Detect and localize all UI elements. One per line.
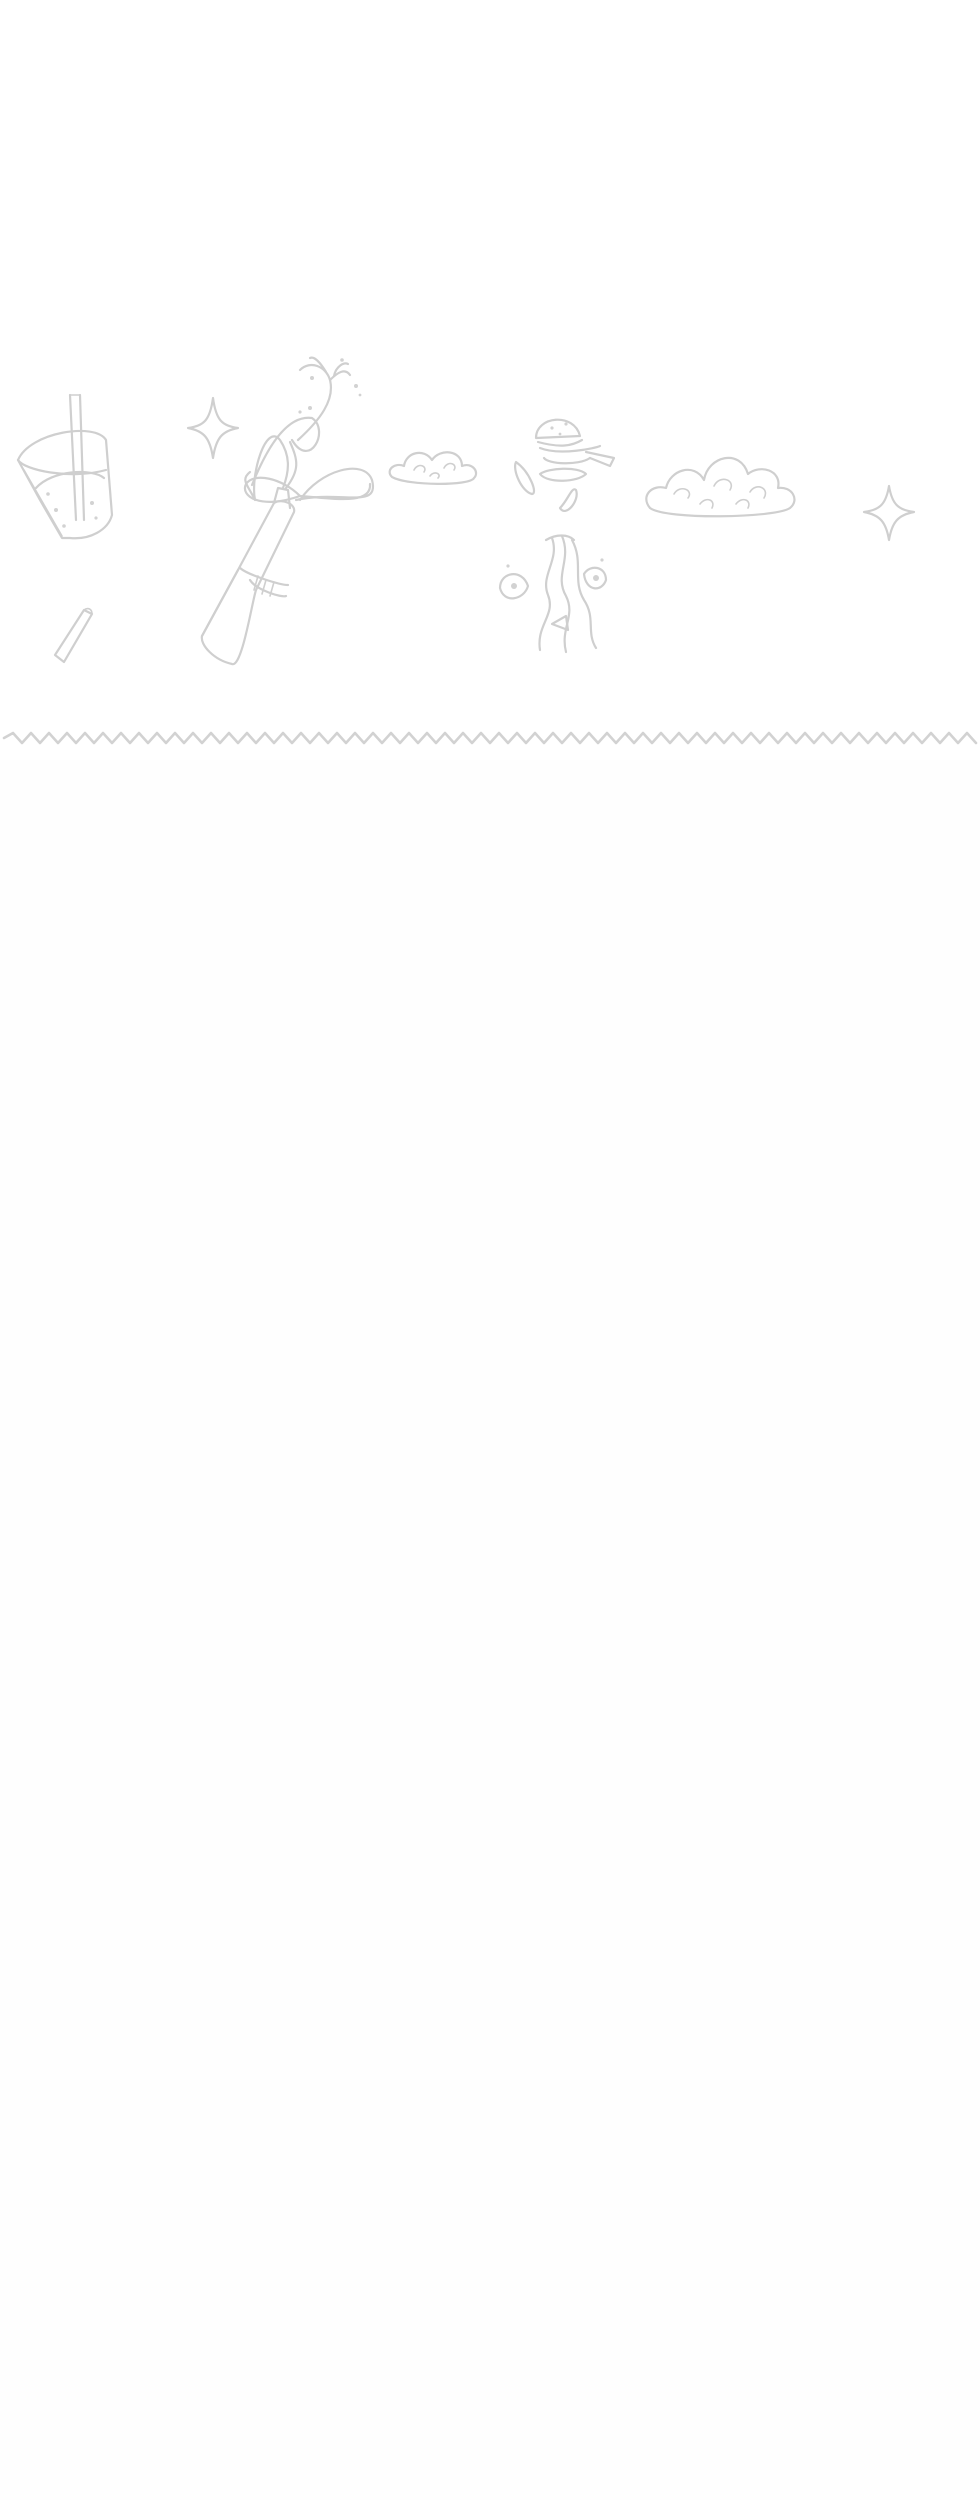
sparkle-icon: [864, 486, 914, 540]
cloud-icon: [390, 452, 476, 484]
sparkle-icon: [188, 398, 238, 458]
illustration-canvas: [0, 0, 980, 760]
header-illustration: [0, 0, 980, 760]
content-area: [0, 760, 980, 2500]
noodles-icon: [500, 536, 606, 653]
sauce-bottle-icon: [202, 358, 373, 665]
cloud-icon: [646, 458, 794, 516]
zigzag-divider: [4, 733, 976, 743]
drink-cup-icon: [18, 395, 112, 538]
french-fry-icon: [55, 609, 92, 662]
burger-icon: [515, 420, 614, 511]
